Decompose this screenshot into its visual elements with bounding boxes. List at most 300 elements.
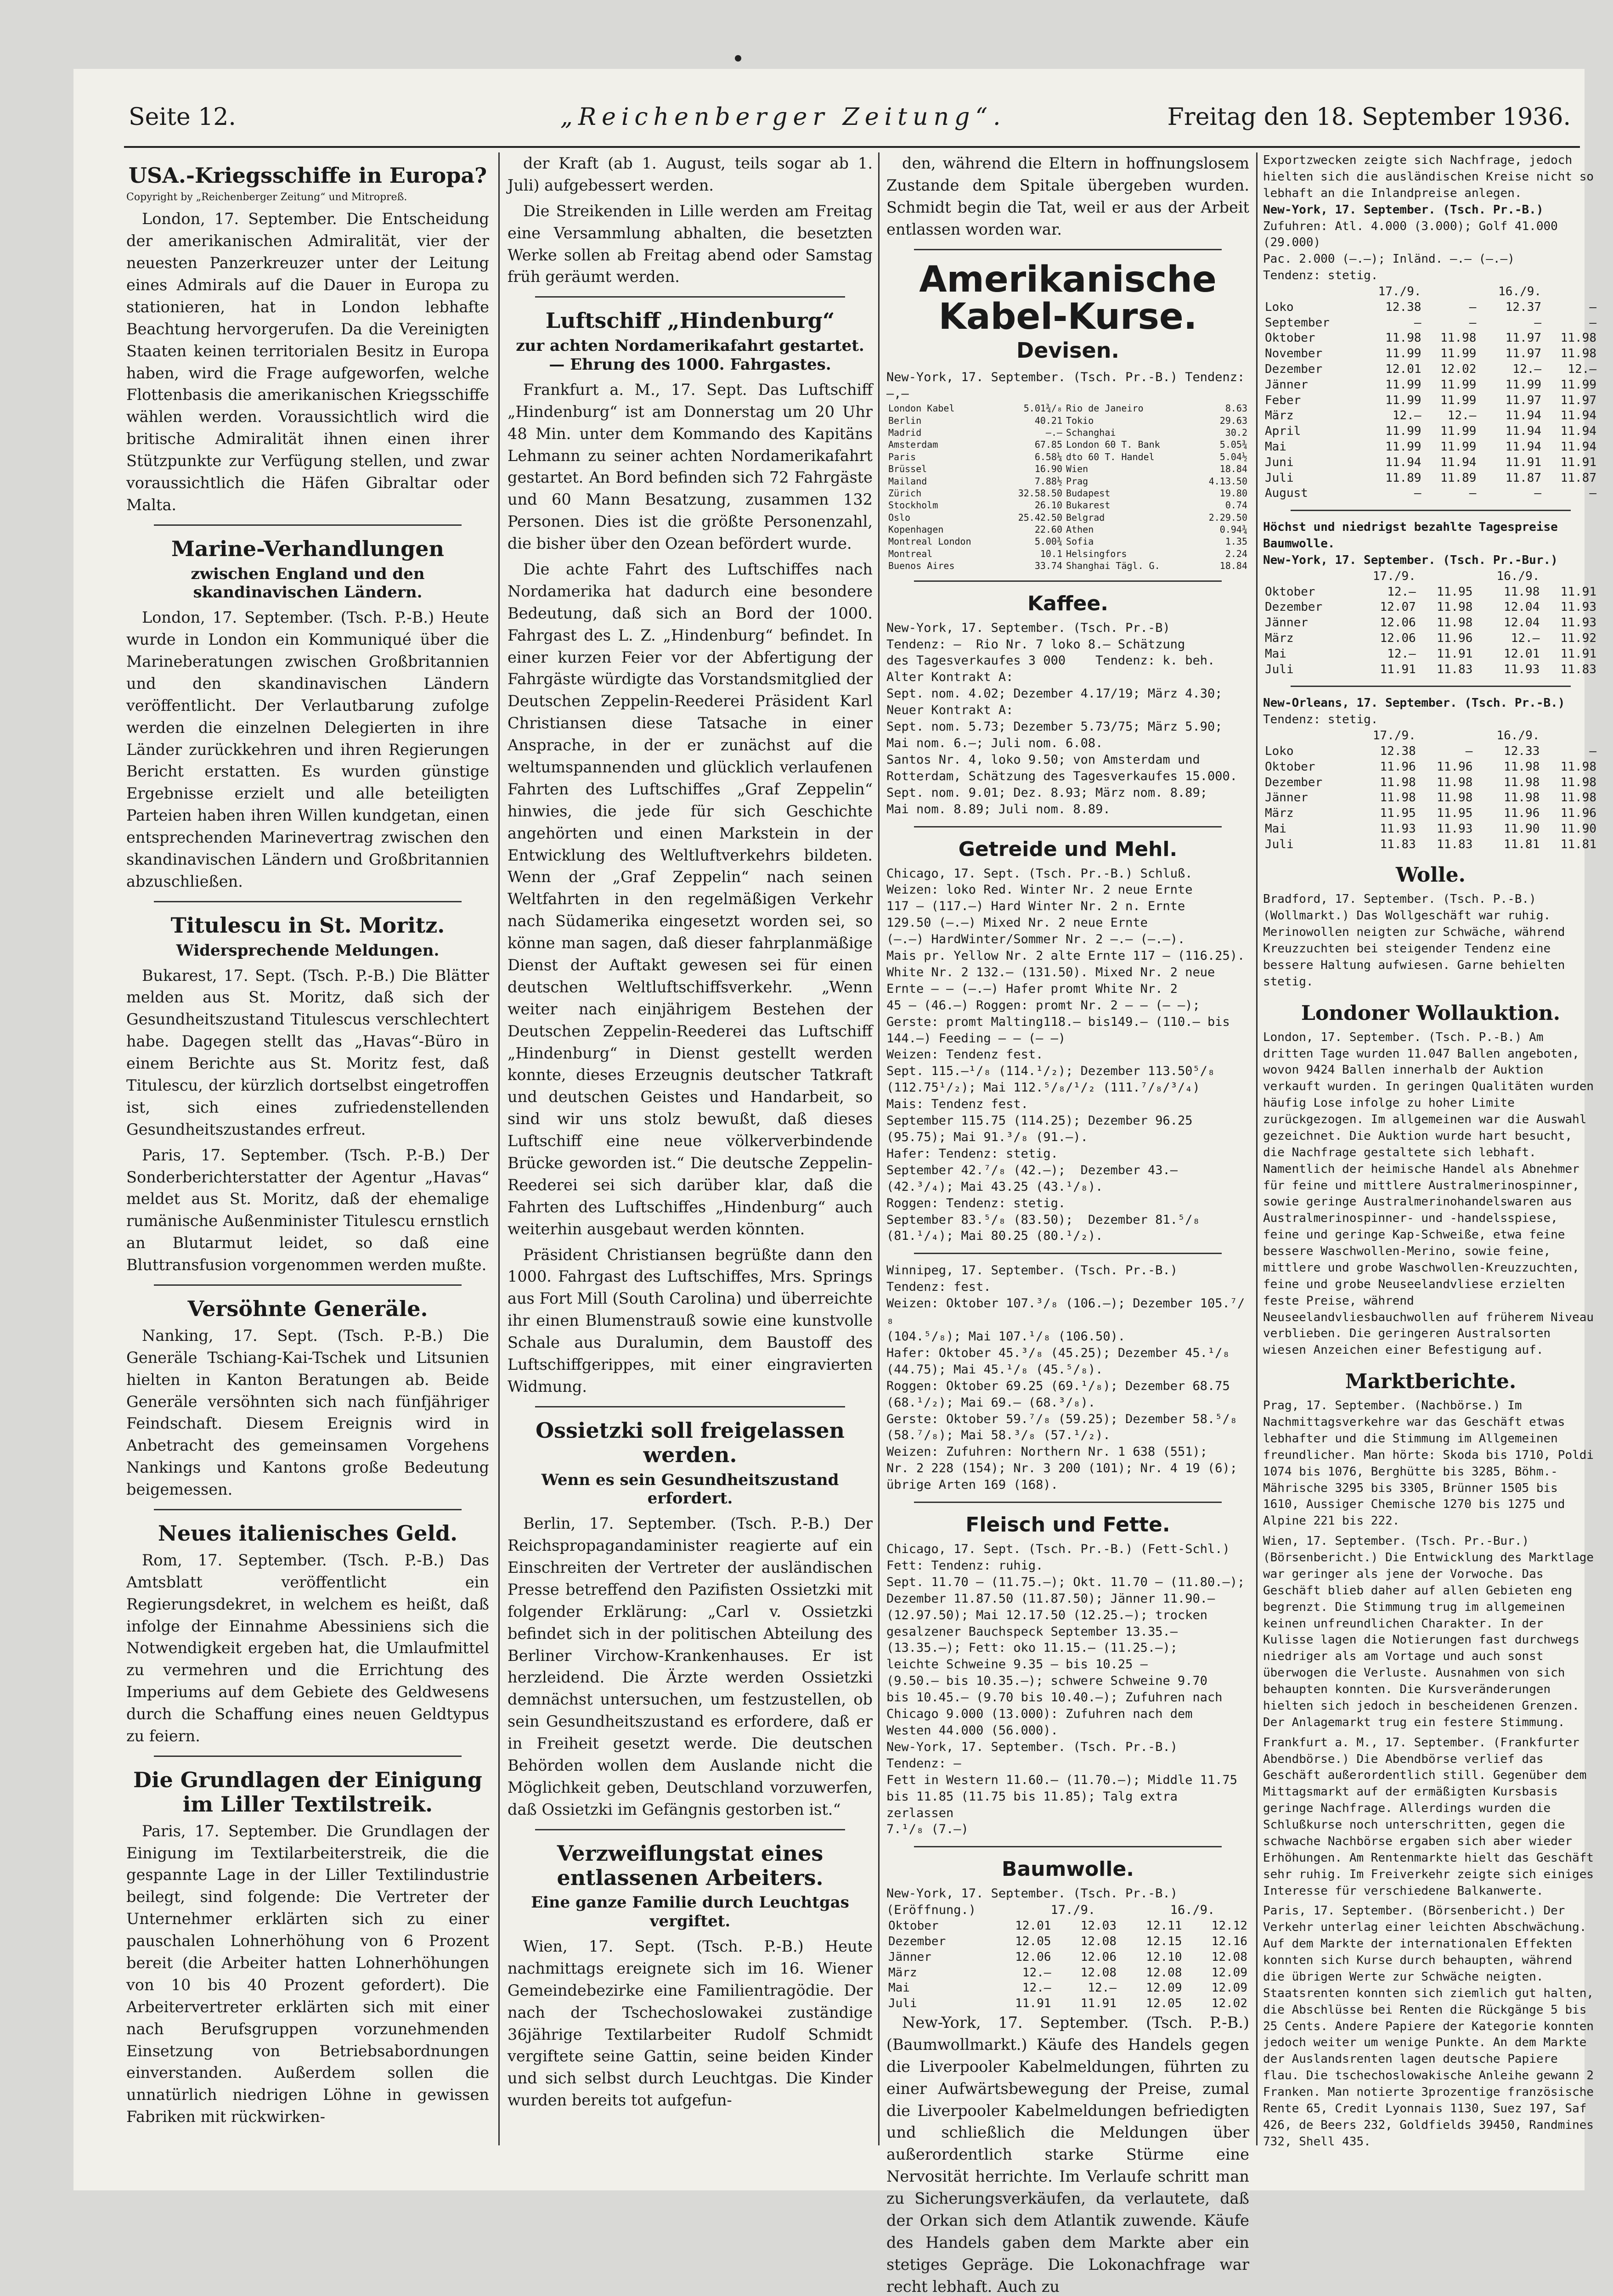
table-row — [1263, 806, 1598, 822]
article-paragraph: New-York, 17. September. (Tsch. P.-B.) (Baumwollmarkt.) Käufe des Handels gegen die Liverpooler Kabelmeldungen, führten zu einer Aufwärtsbewegung der Preise, zumal die Liverpooler Kabelmeldungen befriedigten und schließlich die Meldungen über außerordentlich starke Stürme eine Nervosität herrichte. Im Verlaufe schritt man zu Sicherungsverkäufen, da verlautete, daß der Orkan sich dem Atlantik zuwende. Käufe des Handels gaben dem Markte aber ein stetiges Gepräge. Die Lokonachfrage war recht lebhaft. Auch zu — [886, 2013, 1249, 2296]
table-cell: 11.96 — [1560, 806, 1596, 821]
table-row — [1263, 837, 1598, 853]
market-line: Dezember 11.87.50 (11.87.50); Jänner 11.90.— — [886, 1591, 1215, 1606]
table-row — [886, 499, 1249, 511]
table-cell: 12.— — [1088, 1981, 1117, 1995]
table-cell: 11.98 — [1504, 791, 1540, 805]
market-line: Weizen: Tendenz fest. — [886, 1047, 1043, 1062]
market-line: Weizen: loko Red. Winter Nr. 2 neue Ernte — [886, 883, 1193, 897]
market-line: (58.⁷/₈); Mai 58.³/₈ (57.¹/₂). — [886, 1428, 1111, 1443]
table-cell: 11.98 — [1504, 775, 1540, 789]
table-cell: — — [1469, 315, 1477, 330]
article-divider — [914, 249, 1222, 250]
market-line: Roggen: Tendenz: stetig. — [886, 1196, 1066, 1210]
article — [126, 163, 489, 516]
table-cell: Amsterdam — [888, 439, 938, 450]
table-cell: Mai — [1265, 647, 1286, 661]
table-cell: 11.98 — [1560, 791, 1596, 805]
market-line: leichte Schweine 9.35 — bis 10.25 — — [886, 1657, 1148, 1672]
table-row — [886, 1996, 1249, 2012]
table-header-cell — [1263, 728, 1351, 744]
table-cell: 18.84 — [1219, 463, 1247, 475]
table-header-cell — [1263, 284, 1358, 300]
table-cell: 11.98 — [1504, 585, 1540, 599]
market-line: Bradford, 17. September. (Tsch. P.-B.) (Wollmarkt.) Das Wollgeschäft war ruhig. Merinowollen neigten zur Schwäche, während Kreuzzuchten bei steigender Tendenz eine bessere Haltung aufwiesen. Garne behielten stetig. — [1263, 892, 1573, 989]
market-line: Mai nom. 8.89; Juli nom. 8.89. — [886, 802, 1111, 816]
table-cell: 11.93 — [1560, 600, 1596, 614]
table-cell: — — [1469, 486, 1477, 501]
article-paragraph: Bukarest, 17. Sept. (Tsch. P.-B.) Die Blätter melden aus St. Moritz, daß sich der Gesundheitszustand Titulescus verschlechtert habe. Dagegen stellt das „Havas“-Büro in einem Berichte aus St. Moritz fest, daß Titulescu, der kürzlich dortselbst eingetroffen ist, sich eines zufriedenstellenden Gesundheitszustandes erfreut. — [126, 966, 489, 1138]
market-line: September 115.75 (114.25); Dezember 96.25 — [886, 1114, 1193, 1128]
table-row — [886, 512, 1249, 523]
table-cell: 11.98 — [1380, 791, 1416, 805]
market-line: London, 17. September. (Tsch. P.-B.) Am dritten Tage wurden 11.047 Ballen angeboten, wovon 9424 Ballen innerhalb der Auktion verkauft wurden. In geringen Qualitäten wurden häufig Lose infolge zu hoher Limite zurückgezogen. Im allgemeinen war die Auswahl gezeichnet. Die Auktion wurde hart besucht, die Nachfrage gestaltete sich lebhaft. Namentlich der heimische Handel als Abnehmer für feine und mittlere Australmerinospinner, sowie geringe Australmerinohandelswaren aus Australmerinospinner- und -handelsspiese, feine und geringe Kap-Schweiße, etwa feine bessere Waschwollen-Merino, sowie feine, mittlere und grobe Waschwollen-Kreuzzuchten, feine und grobe Neuseelandvliese erzielten feste Preise, während Neuseelandvliesbauchwollen auf früherem Niveau verblieben. Die geringeren Australsorten wiesen Anzeichen einer Befestigung auf. — [1263, 1030, 1601, 1357]
copyright-credit: Copyright by „Reichenberger Zeitung“ und Mitropreß. — [126, 191, 407, 203]
table-cell: Mai — [888, 1981, 910, 1995]
market-line: White Nr. 2 132.— (131.50). Mixed Nr. 2 neue — [886, 965, 1215, 979]
table-row — [886, 560, 1249, 572]
article-headline: Neues italienisches Geld. — [158, 1520, 458, 1546]
table-cell: 5.00¾ — [1034, 536, 1063, 547]
table-cell: 11.95 — [1437, 806, 1473, 821]
table-cell: 2.29.50 — [1208, 512, 1247, 523]
article — [886, 152, 1249, 241]
market-line: Mais pr. Yellow Nr. 2 alte Ernte 117 — (116.25). — [886, 949, 1245, 963]
table-cell: 11.98 — [1560, 760, 1596, 774]
table-row — [886, 415, 1249, 427]
market-line: 7.¹/₈ (7.—) — [886, 1822, 969, 1837]
table-cell: 32.58.50 — [1018, 487, 1063, 499]
table-cell: 11.99 — [1440, 424, 1477, 439]
table-row — [1263, 775, 1598, 791]
table-cell: Mai — [1265, 439, 1286, 454]
table-cell: 12.08 — [1146, 1965, 1182, 1980]
article-headline: Luftschiff „Hindenburg“ — [545, 308, 835, 333]
market-line: New-Orleans, 17. September. (Tsch. Pr.-B.) — [1263, 696, 1565, 710]
article — [508, 1418, 873, 1821]
table-row — [1263, 822, 1598, 837]
table-cell: 12.37 — [1505, 300, 1542, 314]
market-line: Paris, 17. September. (Börsenbericht.) Der Verkehr unterlag einer leichten Abschwächung. Auf dem Markte der internationalen Effekten konnten sich Kurse durch behaupten, während die übrigen Werte zur Schwäche neigten. Staatsrenten konnten sich ziemlich gut halten, die Abschlüsse bei Renten die Rückgänge 5 bis 25 Cents. Andere Papiere der Kategorie konnten jedoch weiter um wenige Punkte. An dem Markte der Auslandsrenten lagen deutsche Papiere flau. Die tschechoslowakische Anleihe gewann 2 Franken. Man notierte 3prozentige französische Rente 65, Credit Lyonnais 1130, Suez 197, Saf 426, de Beers 232, Goldfields 39450, Randmines 732, Shell 435. — [1263, 1904, 1601, 2149]
table-row — [1263, 486, 1598, 501]
table-header-cell — [1543, 284, 1598, 300]
table-cell: Montreal — [888, 548, 933, 559]
article — [126, 1768, 489, 2128]
table-cell: Juli — [1265, 471, 1294, 485]
table-cell: 11.99 — [1560, 377, 1596, 392]
table-row — [1263, 760, 1598, 775]
table-cell: 12.15 — [1146, 1934, 1182, 1948]
spacer — [1263, 2150, 1598, 2154]
market-line: New-York, 17. September. (Tsch. Pr.-B.) — [886, 1739, 1178, 1754]
market-line: Sept. 11.70 — (11.75.—); Okt. 11.70 — (11.80.—); — [886, 1575, 1245, 1589]
table-cell: Montreal London — [888, 536, 971, 547]
table-cell: 11.93 — [1504, 662, 1540, 676]
table-row — [1263, 300, 1598, 315]
table-row — [886, 1981, 1249, 1996]
article-divider — [535, 296, 845, 298]
table-cell: 11.93 — [1380, 822, 1416, 836]
section-divider — [1291, 686, 1571, 687]
market-line: Höchst und niedrigst bezahlte Tagespreise Baumwolle. — [1263, 520, 1565, 551]
market-line: (44.75); Mai 45.¹/₈ (45.⁵/₈). — [886, 1362, 1103, 1377]
table-cell: 11.95 — [1437, 585, 1473, 599]
market-line: Chicago, 17. Sept. (Tsch. Pr.-B.) (Fett-Schl.) — [886, 1542, 1230, 1557]
table-cell: März — [1265, 806, 1294, 821]
market-line: (112.75¹/₂); Mai 112.⁵/₈/¹/₂ (111.⁷/₈/³/₄) — [886, 1080, 1200, 1095]
market-line: Tendenz: stetig. — [1263, 269, 1378, 283]
article — [126, 913, 489, 1276]
market-line: New-York, 17. September. (Tsch. Pr.-Bur.) — [1263, 553, 1558, 567]
article-paragraph: Rom, 17. September. (Tsch. P.-B.) Das Amtsblatt veröffentlicht ein Regierungsdekret, in welchem es heißt, daß infolge der Einnahme Abessiniens sich die Notwendigkeit ergeben hat, die Umlaufmittel zu vermehren und die Errichtung des Imperiums auf dem Gebiete des Geldwesens durch die Schaffung eines neuen Geldtypus zu feiern. — [126, 1551, 489, 1745]
market-line: (68.¹/₂); Mai 69.— (68.³/₈). — [886, 1395, 1096, 1410]
table-cell: 5.01¾/₈ — [1023, 403, 1063, 414]
table-cell: 12.— — [1022, 1981, 1051, 1995]
table-cell: 0.94¾ — [1219, 524, 1247, 535]
column-divider — [1256, 152, 1258, 2145]
article-headline: USA.-Kriegsschiffe in Europa? — [128, 163, 487, 188]
market-line: New-York, 17. September. (Tsch. Pr.-B.) — [886, 1886, 1178, 1901]
market-line: Zufuhren: Atl. 4.000 (3.000); Golf 41.000 (29.000) — [1263, 219, 1565, 250]
spacer — [1263, 1899, 1598, 1903]
table-cell: 1.35 — [1225, 536, 1247, 547]
article — [126, 537, 489, 893]
table-cell: 11.98 — [1504, 760, 1540, 774]
table-cell: 12.10 — [1146, 1950, 1182, 1964]
table-cell: 11.83 — [1437, 662, 1473, 676]
market-line: Westen 44.000 (56.000). — [886, 1723, 1058, 1738]
article-headline: Ossietzki soll freigelassen werden. — [536, 1418, 845, 1467]
table-cell: 11.91 — [1080, 1997, 1117, 2011]
table-cell: 11.94 — [1560, 439, 1596, 454]
table-cell: — — [1414, 315, 1421, 330]
table-cell: 11.94 — [1505, 439, 1542, 454]
table-cell: 12.— — [1022, 1965, 1051, 1980]
market-line: Weizen: Zufuhren: Northern Nr. 1 638 (551); — [886, 1445, 1207, 1459]
column-3-market-reports — [886, 152, 1252, 2296]
market-line: (Eröffnung.) 17./9. 16./9. — [886, 1903, 1215, 1918]
table-cell: 12.38 — [1385, 300, 1421, 314]
price-table — [1263, 284, 1598, 501]
table-cell: Juli — [888, 1997, 917, 2011]
table-cell: 11.91 — [1380, 662, 1416, 676]
table-cell: Mai — [1265, 822, 1286, 836]
table-cell: 12.09 — [1211, 1965, 1247, 1980]
table-cell: 25.42.50 — [1018, 512, 1063, 523]
market-line: Weizen: Oktober 107.³/₈ (106.—); Dezember 105.⁷/₈ — [886, 1296, 1245, 1328]
table-cell: 11.99 — [1505, 377, 1542, 392]
table-cell: London 60 T. Bank — [1066, 439, 1160, 450]
article-headline: Titulescu in St. Moritz. — [170, 912, 445, 938]
table-cell: 12.08 — [1080, 1965, 1117, 1980]
table-cell: Sofia — [1066, 536, 1094, 547]
market-line: übrige Arten 169 (168). — [886, 1478, 1058, 1492]
price-table — [1263, 569, 1598, 678]
table-cell: 11.98 — [1437, 600, 1473, 614]
table-cell: 11.98 — [1385, 331, 1421, 345]
market-line: Sept. nom. 4.02; Dezember 4.17/19; März 4.30; — [886, 687, 1223, 701]
table-row — [1263, 662, 1598, 678]
table-header-cell — [1423, 284, 1478, 300]
table-cell: 11.99 — [1385, 424, 1421, 439]
article-divider — [154, 901, 462, 902]
market-line: (81.¹/₄); Mai 80.25 (80.¹/₂). — [886, 1229, 1103, 1244]
table-row — [886, 439, 1249, 450]
table-cell: September — [1265, 315, 1330, 330]
market-section-title: Fleisch und Fette. — [965, 1513, 1170, 1537]
table-cell: 11.94 — [1560, 409, 1596, 423]
table-cell: 11.98 — [1380, 775, 1416, 789]
table-cell: — — [1465, 744, 1473, 758]
table-cell: 12.12 — [1211, 1919, 1247, 1933]
table-header-cell: 17./9. — [1378, 285, 1421, 298]
market-line: Neuer Kontrakt A: — [886, 703, 1014, 718]
table-cell: Loko — [1265, 300, 1294, 314]
devisen-header — [886, 369, 1252, 402]
article — [886, 2012, 1249, 2296]
table-cell: 11.94 — [1560, 424, 1596, 439]
table-cell: 12.— — [1392, 409, 1421, 423]
table-cell: 12.09 — [1211, 1981, 1247, 1995]
table-header-cell: 16./9. — [1496, 569, 1540, 583]
article-headline: Die Grundlagen der Einigung im Liller Textilstreik. — [133, 1767, 482, 1817]
market-report — [886, 1885, 1249, 1919]
spacer — [1263, 1731, 1598, 1735]
article-paragraph: Berlin, 17. September. (Tsch. P.-B.) Der Reichspropagandaminister reagierte auf ein Einschreiten der Vertreter der ausländischen Presse betreffend den Pazifisten Ossietzki mit folgender Erklärung: „Carl v. Ossietzki befindet sich in der politischen Abteilung des Berliner Virchow-Krankenhauses. Er ist herzleidend. Die Ärzte werden Ossietzki demnächst untersuchen, um festzustellen, ob sein Gesundheitszustand es erfordere, daß er in Freiheit gesetzt werde. Die deutschen Behörden wollen dem Auslande nicht die Möglichkeit geben, Deutschland vorzuwerfen, daß Ossietzki im Gefängnis gestorben ist.“ — [508, 1514, 873, 1818]
table-cell: Stockholm — [888, 500, 938, 511]
table-row — [1263, 631, 1598, 647]
table-row — [1263, 600, 1598, 615]
table-cell: Oktober — [888, 1919, 939, 1933]
table-cell: 11.87 — [1505, 471, 1542, 485]
newspaper-title: „Reichenberger Zeitung“. — [560, 103, 1006, 131]
table-row — [1263, 393, 1598, 409]
table-header-cell — [1418, 728, 1475, 744]
table-cell: Shanghai Tägl. G. — [1066, 560, 1160, 572]
table-cell: 12.06 — [1015, 1950, 1051, 1964]
market-line: (9.50.— bis 10.35.—); schwere Schweine 9.70 — [886, 1674, 1207, 1688]
table-cell: 11.89 — [1385, 471, 1421, 485]
table-cell: London Kabel — [888, 403, 955, 414]
market-line: (13.35.—); Fett: oko 11.15.— (11.25.—); — [886, 1641, 1178, 1655]
market-line: Nr. 2 228 (154); Nr. 3 200 (101); Nr. 4 19 (6); — [886, 1461, 1238, 1476]
market-report — [886, 866, 1249, 1245]
section-divider — [914, 826, 1222, 827]
market-report — [886, 1262, 1249, 1493]
table-row — [886, 402, 1249, 414]
market-line: (—.—) HardWinter/Sommer Nr. 2 —.— (—.—). — [886, 932, 1185, 947]
table-cell: Oslo — [888, 512, 911, 523]
article-subheadline: Wenn es sein Gesundheitszustand erfordert. — [541, 1470, 839, 1508]
table-cell: Dezember — [888, 1934, 946, 1948]
table-cell: 12.11 — [1146, 1919, 1182, 1933]
article-subheadline: zwischen England und den skandinavischen Ländern. — [191, 564, 425, 602]
table-cell: Jänner — [888, 1950, 931, 1964]
market-line: Fett: Tendenz: ruhig. — [886, 1558, 1043, 1573]
table-row — [886, 1934, 1249, 1950]
market-line: des Tagesverkaufes 3 000 Tendenz: k. beh. — [886, 653, 1215, 668]
table-cell: 11.99 — [1440, 393, 1477, 407]
table-cell: Paris — [888, 451, 916, 462]
table-cell: Mailand — [888, 475, 927, 487]
table-cell: 11.91 — [1505, 455, 1542, 469]
market-line: Mais: Tendenz fest. — [886, 1097, 1028, 1112]
table-row — [1263, 647, 1598, 662]
table-cell: — — [1534, 486, 1542, 501]
issue-date: Freitag den 18. September 1936. — [1167, 103, 1571, 131]
market-line: Sept. nom. 5.73; Dezember 5.73/75; März 5.90; — [886, 720, 1223, 734]
table-cell: 11.98 — [1437, 791, 1473, 805]
table-header-cell — [1263, 569, 1351, 585]
page-number: Seite 12. — [129, 103, 236, 131]
market-section-title: Getreide und Mehl. — [958, 837, 1178, 861]
article — [508, 1841, 873, 2112]
market-line: Roggen: Oktober 69.25 (69.¹/₈); Dezember 68.75 — [886, 1379, 1230, 1393]
table-cell: — — [1534, 315, 1542, 330]
table-cell: Juni — [1265, 455, 1294, 469]
table-cell: 12.06 — [1380, 631, 1416, 645]
table-cell: 12.— — [1387, 647, 1416, 661]
table-cell: 11.94 — [1505, 409, 1542, 423]
table-cell: 18.84 — [1219, 560, 1247, 572]
table-row — [886, 451, 1249, 463]
market-line: Winnipeg, 17. September. (Tsch. Pr.-B.) — [886, 1263, 1178, 1278]
table-cell: 5.05¾ — [1219, 439, 1247, 450]
table-cell: August — [1265, 486, 1308, 501]
market-line: Frankfurt a. M., 17. September. (Frankfurter Abendbörse.) Die Abendbörse verlief das Geschäft außerordentlich still. Gegenüber dem Mittagsmarkt auf der ermäßigten Kursbasis geringe Nachfrage. Allerdings wurden die Schlußkurse noch unterschritten, gegen die schwache Nachbörse ergaben sich aber wieder Erhöhungen. Am Rentenmarkte hielt das Geschäft sehr ruhig. Im Freiverkehr zeigte sich einiges Interesse für verschiedene Balkanwerte. — [1263, 1735, 1601, 1898]
table-cell: 12.03 — [1080, 1919, 1117, 1933]
market-line: Tendenz: — Rio Nr. 7 loko 8.— Schätzung — [886, 637, 1185, 652]
table-cell: 12.09 — [1146, 1981, 1182, 1995]
article-divider — [154, 524, 462, 526]
market-line: Ernte — — (—.—) Hafer promt White Nr. 2 — [886, 981, 1178, 996]
table-cell: 12.05 — [1146, 1997, 1182, 2011]
article-headline: Marine-Verhandlungen — [171, 536, 444, 561]
section-divider — [914, 580, 1222, 582]
table-cell: — — [1589, 486, 1596, 501]
table-cell: Jänner — [1265, 616, 1308, 630]
table-cell: 11.99 — [1440, 439, 1477, 454]
table-cell: Oktober — [1265, 331, 1315, 345]
table-cell: 67.85 — [1034, 439, 1063, 450]
article-paragraph: London, 17. September. (Tsch. P.-B.) Heute wurde in London ein Kommuniqué über die Marineberatungen zwischen Großbritannien und den skandinavischen Ländern veröffentlicht. Der Verlautbarung zufolge werden die einzelnen Delegierten in ihre Länder zurückkehren und ihren Regierungen Bericht erstatten. Es wurden günstige Ergebnisse erzielt und alle beteiligten Parteien haben ihren Willen kundgetan, einen entsprechenden Marinevertrag zwischen den skandinavischen Ländern und Großbritannien abzuschließen. — [126, 608, 489, 890]
article-divider — [154, 1509, 462, 1510]
table-cell: — — [1589, 744, 1596, 758]
market-line: Sept. nom. 9.01; Dez. 8.93; März nom. 8.89; — [886, 785, 1207, 800]
table-row — [1263, 315, 1598, 331]
table-cell: 11.93 — [1437, 822, 1473, 836]
page-header — [78, 90, 1585, 140]
article-headline: Verzweiflungstat eines entlassenen Arbeiters. — [557, 1840, 823, 1890]
article-subheadline: zur achten Nordamerikafahrt gestartet. — Ehrung des 1000. Fahrgastes. — [516, 337, 864, 374]
table-header-cell: 17./9. — [1372, 729, 1416, 743]
table-cell: 11.83 — [1380, 837, 1416, 851]
table-cell: Berlin — [888, 415, 922, 426]
table-cell: 11.99 — [1440, 347, 1477, 361]
article-paragraph: Präsident Christiansen begrüßte dann den 1000. Fahrgast des Luftschiffes, Mrs. Springs aus Fort Mill (South Carolina) und überreichte ihr einen Blumenstrauß sowie eine kunstvolle Schale aus Duralumin, dem Baustoff des Luftschiffgerippes, mit einer eingravierten Widmung. — [508, 1245, 873, 1396]
table-cell: 12.01 — [1015, 1919, 1051, 1933]
market-line: 117 — (117.—) Hard Winter Nr. 2 n. Ernte — [886, 899, 1185, 914]
table-cell: 11.91 — [1560, 585, 1596, 599]
section-divider — [914, 1846, 1222, 1847]
market-section-title: Wolle. — [1396, 863, 1466, 887]
table-cell: 11.98 — [1560, 347, 1596, 361]
table-cell: 6.58¼ — [1034, 451, 1063, 462]
table-cell: 12.— — [1447, 409, 1477, 423]
table-row — [886, 487, 1249, 499]
market-line: Chicago, 17. Sept. (Tsch. Pr.-B.) Schluß. — [886, 866, 1193, 881]
table-cell: Tokio — [1066, 415, 1094, 426]
table-cell: 11.95 — [1380, 806, 1416, 821]
table-row — [886, 548, 1249, 560]
table-cell: Madrid — [888, 427, 922, 438]
spacer — [1263, 1530, 1598, 1533]
market-section-title: Amerikanische Kabel-Kurse. — [919, 259, 1217, 338]
article-divider — [154, 1284, 462, 1286]
market-line: Pac. 2.000 (—.—); Inländ. —.— (—.—) — [1263, 252, 1515, 266]
devisen-label: Devisen. — [1016, 338, 1119, 363]
table-cell: Athen — [1066, 524, 1094, 535]
market-line: Santos Nr. 4, loko 9.50; von Amsterdam und — [886, 752, 1200, 767]
table-cell: Dezember — [1265, 775, 1323, 789]
table-row — [886, 1950, 1249, 1965]
table-header-cell: 16./9. — [1496, 729, 1540, 743]
table-cell: Loko — [1265, 744, 1294, 758]
table-cell: Rio de Janeiro — [1066, 403, 1144, 414]
table-header-cell — [1541, 728, 1598, 744]
table-cell: 11.91 — [1015, 1997, 1051, 2011]
market-section-title: Londoner Wollauktion. — [1301, 1001, 1561, 1025]
market-line: Wien, 17. September. (Tsch. Pr.-Bur.) (Börsenbericht.) Die Entwicklung des Marktlage war geringer als jene der Vorwoche. Das Geschäft blieb daher auf allen Gebieten eng begrenzt. Die Stimmung trug im allgemeinen keinen unfreundlichen Charakter. In der Kulisse lagen die Notierungen fast durchwegs niedriger als am Vortage und auch sonst überwogen die Verluste. Ausnahmen von sich behaupten konnten. Die Kursveränderungen hielten sich jedoch in bescheidenen Grenzen. Der Anlagemarkt trug ein festere Stimmung. — [1263, 1534, 1601, 1729]
article-paragraph: den, während die Eltern in hoffnungslosem Zustande dem Spitale übergeben wurden. Schmidt begin die Tat, weil er aus der Arbeit entlassen worden war. — [886, 154, 1249, 238]
market-line: gesalzener Bauchspeck September 13.35.— — [886, 1624, 1178, 1639]
table-cell: 12.01 — [1504, 647, 1540, 661]
table-header-cell — [1541, 569, 1598, 585]
table-row — [1263, 615, 1598, 631]
market-report — [886, 1541, 1249, 1838]
table-cell: Juli — [1265, 662, 1294, 676]
table-header-row — [1263, 284, 1598, 300]
table-cell: 11.87 — [1560, 471, 1596, 485]
market-line: Gerste: Oktober 59.⁷/₈ (59.25); Dezember 58.⁵/₈ — [886, 1412, 1238, 1426]
table-cell: 10.1 — [1040, 548, 1063, 559]
table-row — [886, 1965, 1249, 1981]
table-cell: 11.99 — [1385, 347, 1421, 361]
market-line: (95.75); Mai 91.³/₈ (91.—). — [886, 1130, 1088, 1144]
table-row — [1263, 471, 1598, 486]
table-cell: 11.90 — [1504, 822, 1540, 836]
table-cell: 12.08 — [1211, 1950, 1247, 1964]
table-cell: — — [1589, 300, 1596, 314]
table-cell: Juli — [1265, 837, 1294, 851]
market-report — [886, 620, 1249, 818]
market-line: Hafer: Oktober 45.³/₈ (45.25); Dezember 45.¹/₈ — [886, 1345, 1230, 1360]
article-paragraph: Paris, 17. September. Die Grundlagen der Einigung im Textilarbeiterstreik, die die gespannte Lage in der Liller Textilindustrie beilegt, sind folgende: Die Vertreter der Unternehmer erklärten sich zu einer pauschalen Lohnerhöhung von 6 Prozent bereit (die Arbeiter hatten Lohnerhöhungen von 10 bis 40 Prozent gefordert). Die Arbeitervertreter erklärten sich mit einer nach Berufsgruppen vorzunehmenden Einsetzung von Betriebsabordnungen einverstanden. Außerdem sollen die unnatürlich niedrigen Löhne in gewissen Fabriken mit rückwirken- — [126, 1822, 489, 2126]
table-cell: 29.63 — [1219, 415, 1247, 426]
table-cell: 5.04½ — [1219, 451, 1247, 462]
market-line: New-York, 17. September. (Tsch. Pr.-B) — [886, 620, 1170, 635]
market-line: 144.—) Feeding — — (— —) — [886, 1031, 1066, 1046]
column-1 — [126, 152, 489, 2145]
market-line: Tendenz: — — [886, 1756, 961, 1771]
table-cell: 11.99 — [1385, 393, 1421, 407]
table-row — [1263, 744, 1598, 760]
table-cell: 8.63 — [1225, 403, 1247, 414]
article-paragraph: Wien, 17. Sept. (Tsch. P.-B.) Heute nachmittags ereignete sich im 16. Wiener Gemeindebezirke eine Familientragödie. Der nach der Tschechoslowakei zuständige 36jährige Textilarbeiter Rudolf Schmidt vergiftete seine Gattin, seine beiden Kinder und sich selbst durch Leuchtgas. Die Kinder wurden bereits tot aufgefun- — [508, 1937, 873, 2110]
table-cell: Budapest — [1066, 487, 1111, 499]
section-divider — [914, 1502, 1222, 1503]
article-paragraph: Die achte Fahrt des Luftschiffes nach Nordamerika hat dadurch eine besondere Bedeutung, daß sich an Bord der 1000. Fahrgast des L. Z. „Hindenburg“ befindet. In einer kurzen Feier vor der Abfertigung der Fahrgäste würdigte das Vorstandsmitglied der Deutschen Zeppelin-Reederei Präsident Karl Christiansen diese Tatsache in einer Ansprache, in der er zunächst auf die weltumspannenden und glücklich verlaufenen Fahrten des Luftschiffes „Graf Zeppelin“ hinwies, die jede für sich Geschichte angehörten und einen Markstein in der Entwicklung des Weltluftverkehrs bildeten. Wenn der „Graf Zeppelin“ nach seinen Weltfahrten in den regelmäßigen Verkehr nach Südamerika eingesetzt worden sei, so könne man sagen, daß dieser fahrplanmäßige Dienst der Auftakt gewesen sei für einen deutschen Weltluftschiffsverkehr. „Wenn weiter nach einjährigem Bestehen der Deutschen Zeppelin-Reederei das Luftschiff „Hindenburg“ in Dienst gestellt werden konnte, dieses Erzeugnis deutscher Tatkraft und deutschen Geistes und Handarbeit, so sind wir uns stolz bewußt, daß dieses Luftschiff eine neue völkerverbindende Brücke geworden ist.“ Die deutsche Zeppelin-Reederei sei sich darüber klar, daß die Fahrten des Luftschiffes „Hindenburg“ auch weiterhin ausgebaut werden könnten. — [508, 560, 873, 1238]
